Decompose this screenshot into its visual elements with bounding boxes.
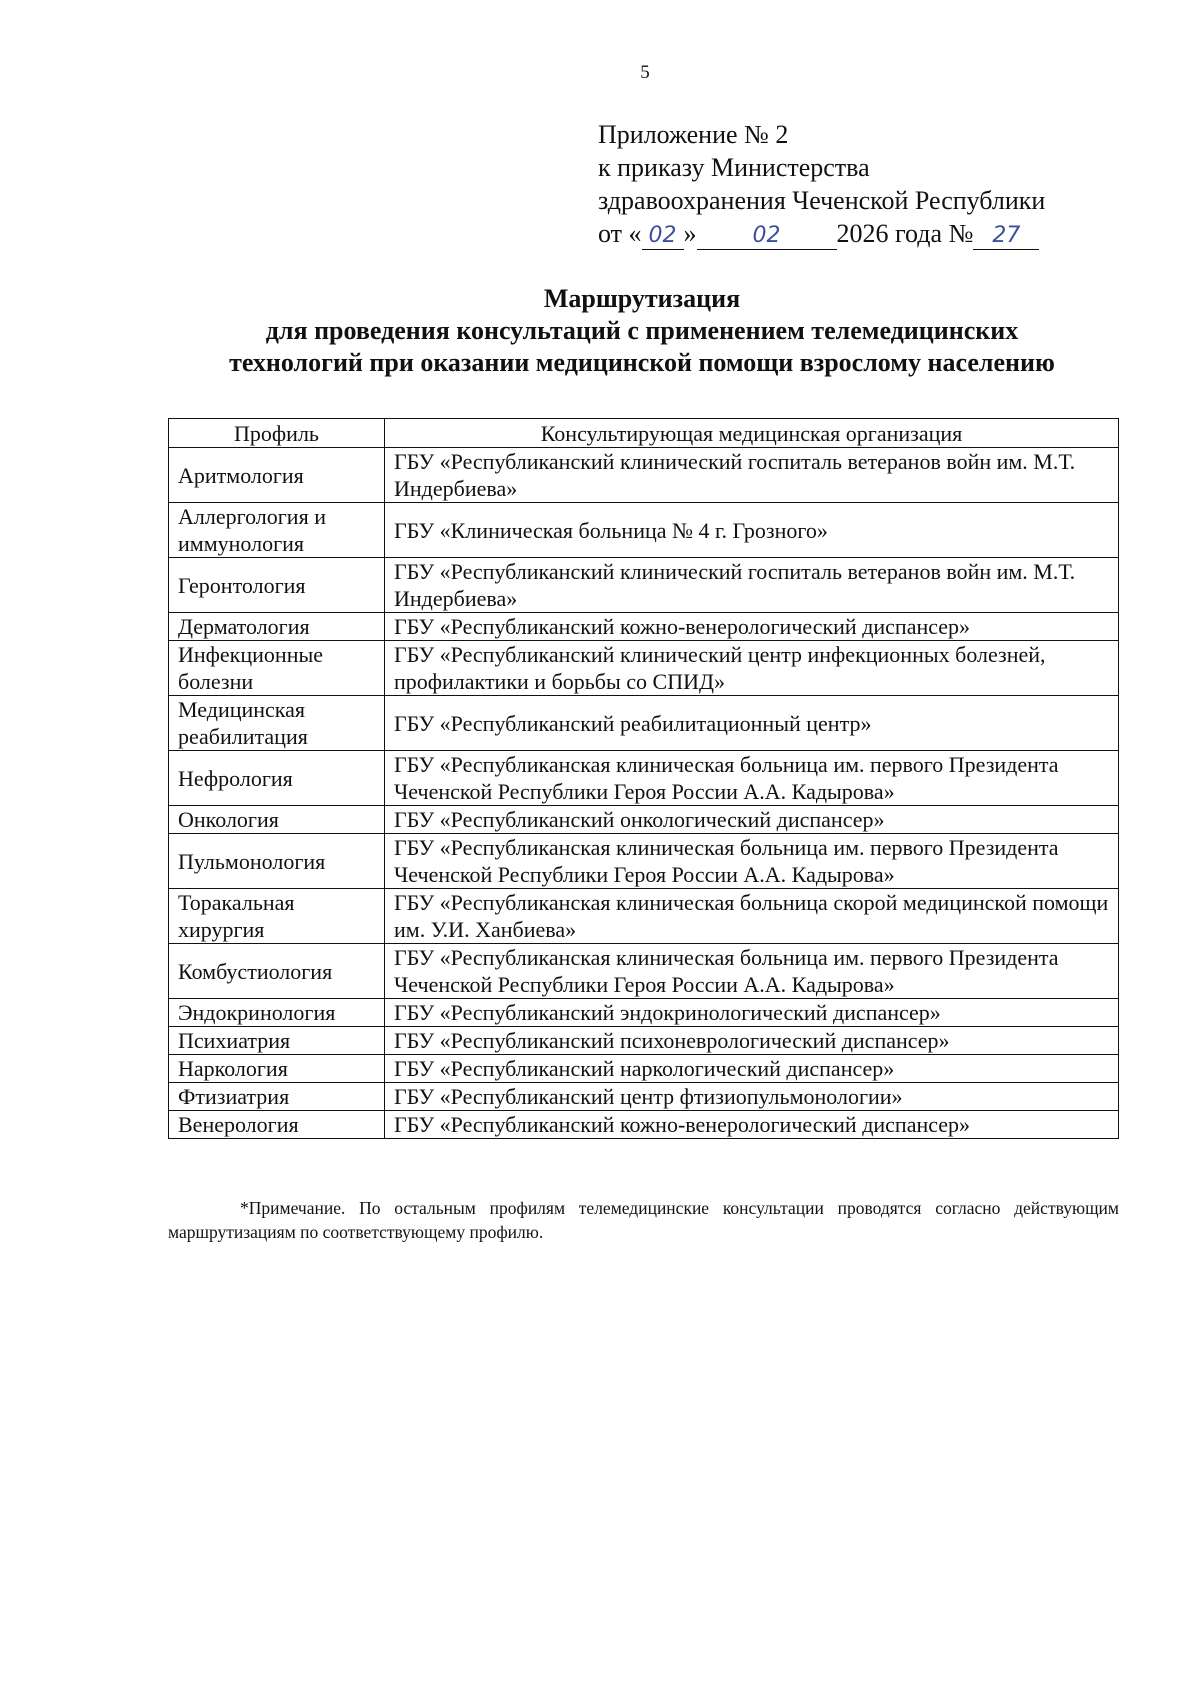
annex-line-1: Приложение № 2 bbox=[598, 120, 789, 149]
organization-cell: ГБУ «Республиканский эндокринологический диспансер» bbox=[385, 999, 1119, 1027]
annex-date-line bbox=[598, 217, 1045, 250]
table-row bbox=[169, 696, 1119, 751]
table-row bbox=[169, 999, 1119, 1027]
profile-cell: Дерматология bbox=[169, 613, 385, 641]
profile-cell: Психиатрия bbox=[169, 1027, 385, 1055]
header-organization: Консультирующая медицинская организация bbox=[385, 419, 1119, 448]
title-line-2: для проведения консультаций с применением телемедицинских bbox=[265, 316, 1019, 345]
organization-cell: ГБУ «Республиканская клиническая больница им. первого Президента Чеченской Республики Героя России А.А. Кадырова» bbox=[385, 834, 1119, 889]
date-mid: » bbox=[683, 219, 697, 248]
organization-cell: ГБУ «Республиканский центр фтизиопульмонологии» bbox=[385, 1083, 1119, 1111]
annex-line-2: к приказу Министерства bbox=[598, 153, 870, 182]
date-day-handwritten: 02 bbox=[642, 223, 684, 250]
table-row bbox=[169, 448, 1119, 503]
profile-cell: Эндокринология bbox=[169, 999, 385, 1027]
organization-cell: ГБУ «Республиканская клиническая больница им. первого Президента Чеченской Республики Героя России А.А. Кадырова» bbox=[385, 944, 1119, 999]
organization-cell: ГБУ «Республиканская клиническая больница скорой медицинской помощи им. У.И. Ханбиева» bbox=[385, 889, 1119, 944]
table-row bbox=[169, 558, 1119, 613]
organization-cell: ГБУ «Республиканский кожно-венерологический диспансер» bbox=[385, 1111, 1119, 1139]
profile-cell: Наркология bbox=[169, 1055, 385, 1083]
organization-cell: ГБУ «Республиканский наркологический диспансер» bbox=[385, 1055, 1119, 1083]
profile-cell: Пульмонология bbox=[169, 834, 385, 889]
header-profile: Профиль bbox=[169, 419, 385, 448]
profile-cell: Аритмология bbox=[169, 448, 385, 503]
organization-cell: ГБУ «Республиканский онкологический диспансер» bbox=[385, 806, 1119, 834]
table-row bbox=[169, 751, 1119, 806]
organization-cell: ГБУ «Республиканский кожно-венерологический диспансер» bbox=[385, 613, 1119, 641]
order-number-handwritten: 27 bbox=[973, 223, 1039, 250]
organization-cell: ГБУ «Республиканский клинический госпиталь ветеранов войн им. М.Т. Индербиева» bbox=[385, 448, 1119, 503]
title-line-3: технологий при оказании медицинской помощи взрослому населению bbox=[229, 348, 1055, 377]
table-row bbox=[169, 641, 1119, 696]
profile-cell: Онкология bbox=[169, 806, 385, 834]
table-row bbox=[169, 806, 1119, 834]
footnote: *Примечание. По остальным профилям телемедицинские консультации проводятся согласно действующим маршрутизациям по соответствующему профилю. bbox=[168, 1198, 1119, 1242]
table-header-row bbox=[169, 419, 1119, 448]
profile-cell: Инфекционные болезни bbox=[169, 641, 385, 696]
organization-cell: ГБУ «Республиканский реабилитационный центр» bbox=[385, 696, 1119, 751]
date-prefix: от « bbox=[598, 219, 642, 248]
table-row bbox=[169, 1083, 1119, 1111]
profile-cell: Фтизиатрия bbox=[169, 1083, 385, 1111]
profile-cell: Комбустиология bbox=[169, 944, 385, 999]
organization-cell: ГБУ «Республиканская клиническая больница им. первого Президента Чеченской Республики Героя России А.А. Кадырова» bbox=[385, 751, 1119, 806]
title-line-1: Маршрутизация bbox=[543, 284, 741, 313]
profile-cell: Аллергология и иммунология bbox=[169, 503, 385, 558]
date-month-handwritten: 02 bbox=[697, 223, 837, 250]
table-row bbox=[169, 1111, 1119, 1139]
table-row bbox=[169, 1055, 1119, 1083]
organization-cell: ГБУ «Клиническая больница № 4 г. Грозного» bbox=[385, 503, 1119, 558]
profile-cell: Нефрология bbox=[169, 751, 385, 806]
document-title bbox=[160, 283, 1124, 379]
profile-cell: Венерология bbox=[169, 1111, 385, 1139]
organization-cell: ГБУ «Республиканский клинический госпиталь ветеранов войн им. М.Т. Индербиева» bbox=[385, 558, 1119, 613]
date-year: 2026 года № bbox=[836, 219, 974, 248]
profile-cell: Медицинская реабилитация bbox=[169, 696, 385, 751]
table-row bbox=[169, 944, 1119, 999]
routing-table bbox=[168, 418, 1119, 1139]
table-row bbox=[169, 613, 1119, 641]
annex-line-3: здравоохранения Чеченской Республики bbox=[598, 186, 1046, 215]
annex-header bbox=[598, 118, 1045, 250]
table-row bbox=[169, 1027, 1119, 1055]
profile-cell: Геронтология bbox=[169, 558, 385, 613]
profile-cell: Торакальная хирургия bbox=[169, 889, 385, 944]
page-number: 5 bbox=[640, 62, 650, 83]
table-row bbox=[169, 889, 1119, 944]
organization-cell: ГБУ «Республиканский психоневрологический диспансер» bbox=[385, 1027, 1119, 1055]
table-row bbox=[169, 834, 1119, 889]
organization-cell: ГБУ «Республиканский клинический центр инфекционных болезней, профилактики и борьбы со СПИД» bbox=[385, 641, 1119, 696]
table-row bbox=[169, 503, 1119, 558]
